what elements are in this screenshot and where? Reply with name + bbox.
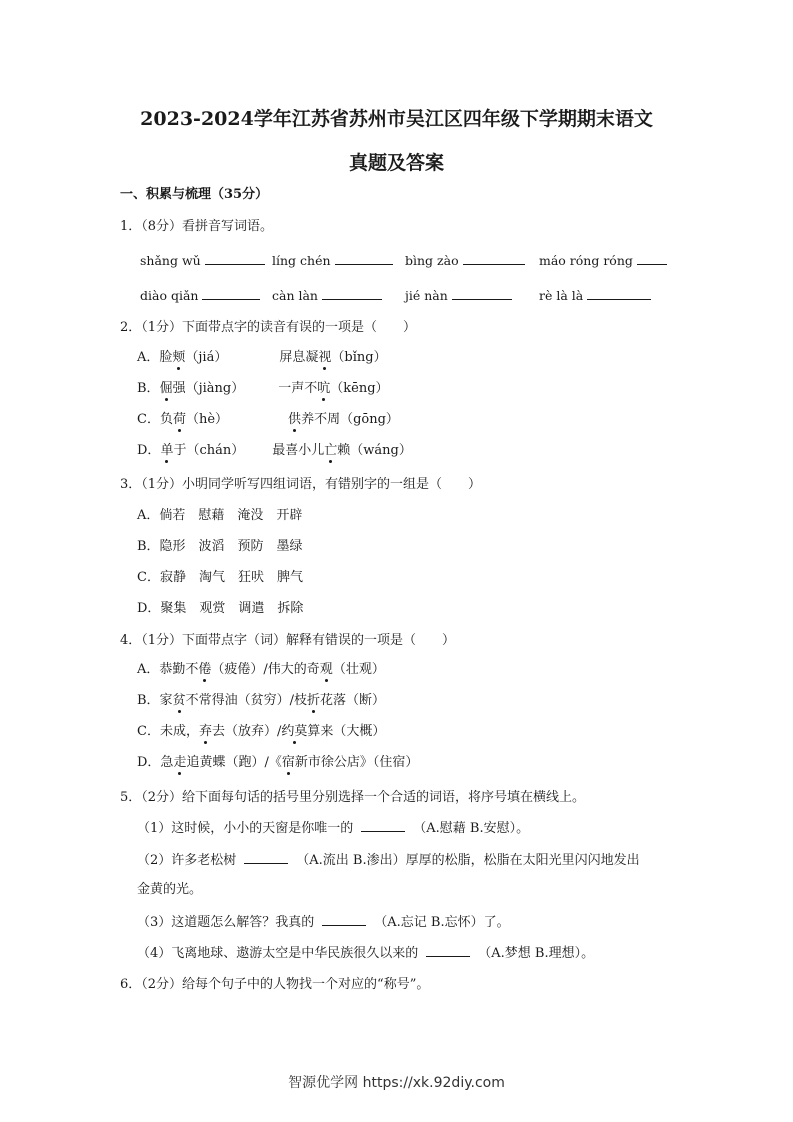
dotted-char: 单 xyxy=(160,443,174,458)
option-text: 最喜小儿 xyxy=(272,443,325,458)
sentence-text: （A.梦想 B.理想）。 xyxy=(478,946,595,961)
sentence-text: （4）飞离地球、遨游太空是中华民族很久以来的 xyxy=(137,946,419,961)
option-text: 于（chán） xyxy=(173,443,245,458)
dotted-char: 颊 xyxy=(172,350,186,365)
pinyin-text: máo róng róng xyxy=(539,253,633,268)
option-a: A．倘若 慰藉 淹没 开辟 xyxy=(137,508,303,523)
option-a xyxy=(137,661,385,679)
question-1-stem: 1．（8分）看拼音写词语。 xyxy=(120,219,274,234)
option-text: （疲倦）/伟大的奇 xyxy=(211,662,320,677)
option-a xyxy=(137,349,387,367)
option-text: C．未成， xyxy=(137,724,199,739)
option-text: （hè） xyxy=(185,412,229,427)
option-text: A．脸 xyxy=(137,350,173,365)
footer-watermark: 智源优学网 https://xk.92diy.com xyxy=(288,1075,505,1091)
sentence-text: （A.流出 B.渗出）厚厚的松脂，松脂在太阳光里闪闪地发出 xyxy=(296,853,640,868)
option-text: D．急 xyxy=(137,755,174,770)
dotted-char: 视 xyxy=(318,350,332,365)
pinyin-text: shǎng wǔ xyxy=(140,253,201,268)
sentence-text: （A.忘记 B.忘怀）了。 xyxy=(374,915,510,930)
option-text: （bǐng） xyxy=(331,350,387,365)
pinyin-text: diào qiǎn xyxy=(140,288,199,303)
sentence-item xyxy=(137,851,640,870)
question-4-stem: 4．（1分）下面带点字（词）解释有错误的一项是（ ） xyxy=(120,633,456,648)
answer-blank[interactable] xyxy=(426,944,470,957)
pinyin-item xyxy=(405,252,525,268)
question-6-stem: 6．（2分）给每个句子中的人物找一个对应的“称号”。 xyxy=(120,977,430,992)
pinyin-item xyxy=(272,252,393,268)
dotted-char: 倔 xyxy=(159,381,173,396)
option-text: （kēng） xyxy=(330,381,389,396)
dotted-char: 倦 xyxy=(198,662,212,677)
option-text: B．家 xyxy=(137,693,173,708)
option-text: 赖（wáng） xyxy=(337,443,412,458)
option-text: 新市徐公店》（住宿） xyxy=(294,755,419,770)
pinyin-item xyxy=(405,287,512,303)
sentence-item xyxy=(137,819,529,838)
sentence-continuation: 金黄的光。 xyxy=(137,882,203,897)
option-b: B．隐形 波滔 预防 墨绿 xyxy=(137,539,303,554)
question-2-stem: 2．（1分）下面带点字的读音有误的一项是（ ） xyxy=(120,320,417,335)
dotted-char: 荷 xyxy=(172,412,186,427)
option-d: D．聚集 观赏 调遣 拆除 xyxy=(137,601,304,616)
page-title-line2: 真题及答案 xyxy=(348,152,444,174)
pinyin-text: jié nàn xyxy=(405,288,448,303)
answer-blank[interactable] xyxy=(452,287,512,300)
option-text: （壮观） xyxy=(332,662,385,677)
answer-blank[interactable] xyxy=(587,287,651,300)
answer-blank[interactable] xyxy=(244,851,288,864)
sentence-item xyxy=(137,944,594,963)
option-b xyxy=(137,380,389,398)
pinyin-item xyxy=(539,287,651,303)
option-d xyxy=(137,754,418,772)
option-text: 屏息凝 xyxy=(279,350,319,365)
answer-blank[interactable] xyxy=(322,913,366,926)
dotted-char: 约莫 xyxy=(281,724,308,739)
sentence-text: （3）这道题怎么解答？我真的 xyxy=(137,915,315,930)
answer-blank[interactable] xyxy=(637,252,667,265)
dotted-char: 折 xyxy=(306,693,320,708)
option-text: B． xyxy=(137,381,160,396)
option-text: （jiá） xyxy=(185,350,228,365)
option-text: 养不周（gōng） xyxy=(301,412,399,427)
option-text: 花落（断） xyxy=(319,693,385,708)
question-3-stem: 3．（1分）小明同学听写四组词语，有错别字的一组是（ ） xyxy=(120,477,482,492)
pinyin-text: càn làn xyxy=(272,288,318,303)
answer-blank[interactable] xyxy=(202,287,260,300)
sentence-text: （1）这时候，小小的天窗是你唯一的 xyxy=(137,821,354,836)
option-text: A．恭勤不 xyxy=(137,662,199,677)
pinyin-item xyxy=(140,252,265,268)
dotted-char: 宿 xyxy=(281,755,295,770)
option-text: 一声不 xyxy=(278,381,318,396)
answer-blank[interactable] xyxy=(335,252,393,265)
pinyin-text: rè là là xyxy=(539,288,584,303)
dotted-char: 弃 xyxy=(198,724,212,739)
option-d xyxy=(137,442,412,460)
dotted-char: 走 xyxy=(173,755,187,770)
answer-blank[interactable] xyxy=(322,287,382,300)
option-text: D． xyxy=(137,443,161,458)
pinyin-item xyxy=(140,287,260,303)
option-text: 算来（大概） xyxy=(307,724,386,739)
answer-blank[interactable] xyxy=(463,252,525,265)
option-text: 追黄蝶（跑）/《 xyxy=(186,755,282,770)
dotted-char: 供 xyxy=(288,412,302,427)
sentence-item xyxy=(137,913,510,932)
option-c xyxy=(137,723,385,741)
section-heading: 一、积累与梳理（35分） xyxy=(120,187,269,202)
sentence-text: （A.慰藉 B.安慰）。 xyxy=(413,821,530,836)
dotted-char: 观 xyxy=(319,662,333,677)
option-text: C．负 xyxy=(137,412,173,427)
pinyin-text: bìng zào xyxy=(405,253,459,268)
page-title-line1: 2023-2024学年江苏省苏州市吴江区四年级下学期期末语文 xyxy=(140,108,653,130)
option-text: 不常得油（贫穷）/枝 xyxy=(185,693,307,708)
option-c xyxy=(137,411,399,429)
option-c: C．寂静 淘气 狂吠 脾气 xyxy=(137,570,303,585)
pinyin-text: líng chén xyxy=(272,253,331,268)
dotted-char: 亡 xyxy=(324,443,338,458)
question-5-stem: 5．（2分）给下面每句话的括号里分别选择一个合适的词语，将序号填在横线上。 xyxy=(120,790,586,805)
dotted-char: 贫 xyxy=(172,693,186,708)
option-text: 去（放弃）/ xyxy=(211,724,282,739)
answer-blank[interactable] xyxy=(361,819,405,832)
pinyin-item xyxy=(539,252,667,268)
dotted-char: 吭 xyxy=(317,381,331,396)
sentence-text: （2）许多老松树 xyxy=(137,853,237,868)
pinyin-item xyxy=(272,287,382,303)
option-b xyxy=(137,692,385,710)
answer-blank[interactable] xyxy=(205,252,265,265)
option-text: 强（jiàng） xyxy=(172,381,245,396)
